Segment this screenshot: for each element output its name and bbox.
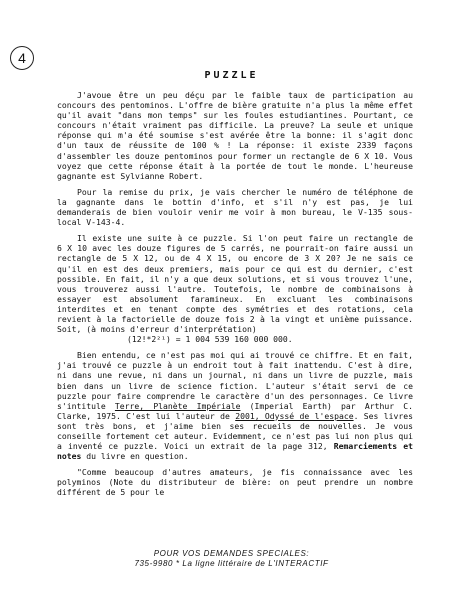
paragraph-4-text-c: . Ses livres sont très bons, et j'aime bien ses recueils de nouvelles. Je vous conseille fortement cet auteur. Evidemment, ce n'est pas lui non plus qui a inventé ce puzzle. Voici un extrait de la page 312, — [57, 410, 413, 452]
paragraph-3 — [57, 233, 413, 344]
footer-line-2: 735-9980 * La ligne littéraire de L'INTERACTIF — [134, 559, 329, 568]
footer — [0, 549, 463, 569]
paragraph-4 — [57, 350, 413, 461]
page-title: PUZZLE — [204, 70, 259, 81]
paragraph-4-text-a: Bien entendu, ce n'est pas moi qui ai trouvé ce chiffre. Et en fait, j'ai trouvé ce puzzle à un endroit tout à fait inattendu. C'est à dire, ni dans une revue, ni dans un journal, ni dans un livre de puzzle, mais bien dans un livre de science fiction. L'auteur s'était servi de ce puzzle pour faire comprendre le caractère d'un des personnages. Ce livre s'intitule — [57, 350, 413, 411]
factorial-formula: (12!*2²¹) = 1 004 539 160 000 000. — [127, 334, 293, 345]
paragraph-2: Pour la remise du prix, je vais chercher le numéro de téléphone de la gagnante dans le bottin d'info, et s'il n'y est pas, je lui demanderais de bien vouloir venir me voir à mon bureau, le V-135 sous-local V-143-4. — [57, 186, 413, 228]
book-title: Terre, Planète Impériale — [114, 400, 241, 411]
paragraph-4-text-d: du livre en question. — [81, 451, 189, 462]
article-body — [57, 90, 413, 504]
paragraph-3-text: Il existe une suite à ce puzzle. Si l'on peut faire un rectangle de 6 X 10 avec les douze figures de 5 carrés, ne pourrait-on faire aussi un rectangle de 5 X 12, ou de 4 X 15, ou encore de 3 X 20? Je ne sais ce qu'il en est des deux premiers, mais pour ce qui est du dernier, c'est possible. En fait, il n'y a que deux solutions, et si vous trouvez l'une, vous trouverez aussi l'autre. Toutefois, le nombre de combinaisons à essayer est absolument faramineux. En excluant les combinaisons interdites et en tenant compte des symétries et des rotations, cela revient à la factorielle de douze fois 2 à la vingt et unième puissance. Soit, (à moins d'erreur d'interprétation) — [57, 233, 413, 335]
book-title-2001: 2001, Odyssé de l'espace — [235, 410, 354, 421]
paragraph-4-text-b: (Imperial Earth) par Arthur C. Clarke, 1975. C'est lui l'auteur de — [57, 400, 413, 421]
paragraph-5: "Comme beaucoup d'autres amateurs, je fis connaissance avec les polyminos (Note du distributeur de bière: on peut prendre un nombre différent de 5 pour le — [57, 467, 413, 498]
remarks-title: Remarciements et notes — [57, 441, 414, 462]
page-number: 4 — [10, 46, 34, 70]
footer-line-1: POUR VOS DEMANDES SPECIALES: — [153, 549, 310, 558]
paragraph-1: J'avoue être un peu déçu par le faible taux de participation au concours des pentominos. L'offre de bière gratuite n'a plus la même effet qu'il avait "dans mon temps" sur les foules estudiantines. Pourtant, ce concours n'était vraiment pas difficile. La preuve? La seule et unique réponse qui m'a été soumise s'est avérée être la bonne: il s'agit donc d'un taux de réussite de 100 % ! La réponse: il existe 2339 façons d'assembler les douze pentominos pour former un rectangle de 6 X 10. Vous voyez que cette réponse était à la portée de tout le monde. L'heureuse gagnante est Sylvianne Robert. — [57, 90, 413, 181]
